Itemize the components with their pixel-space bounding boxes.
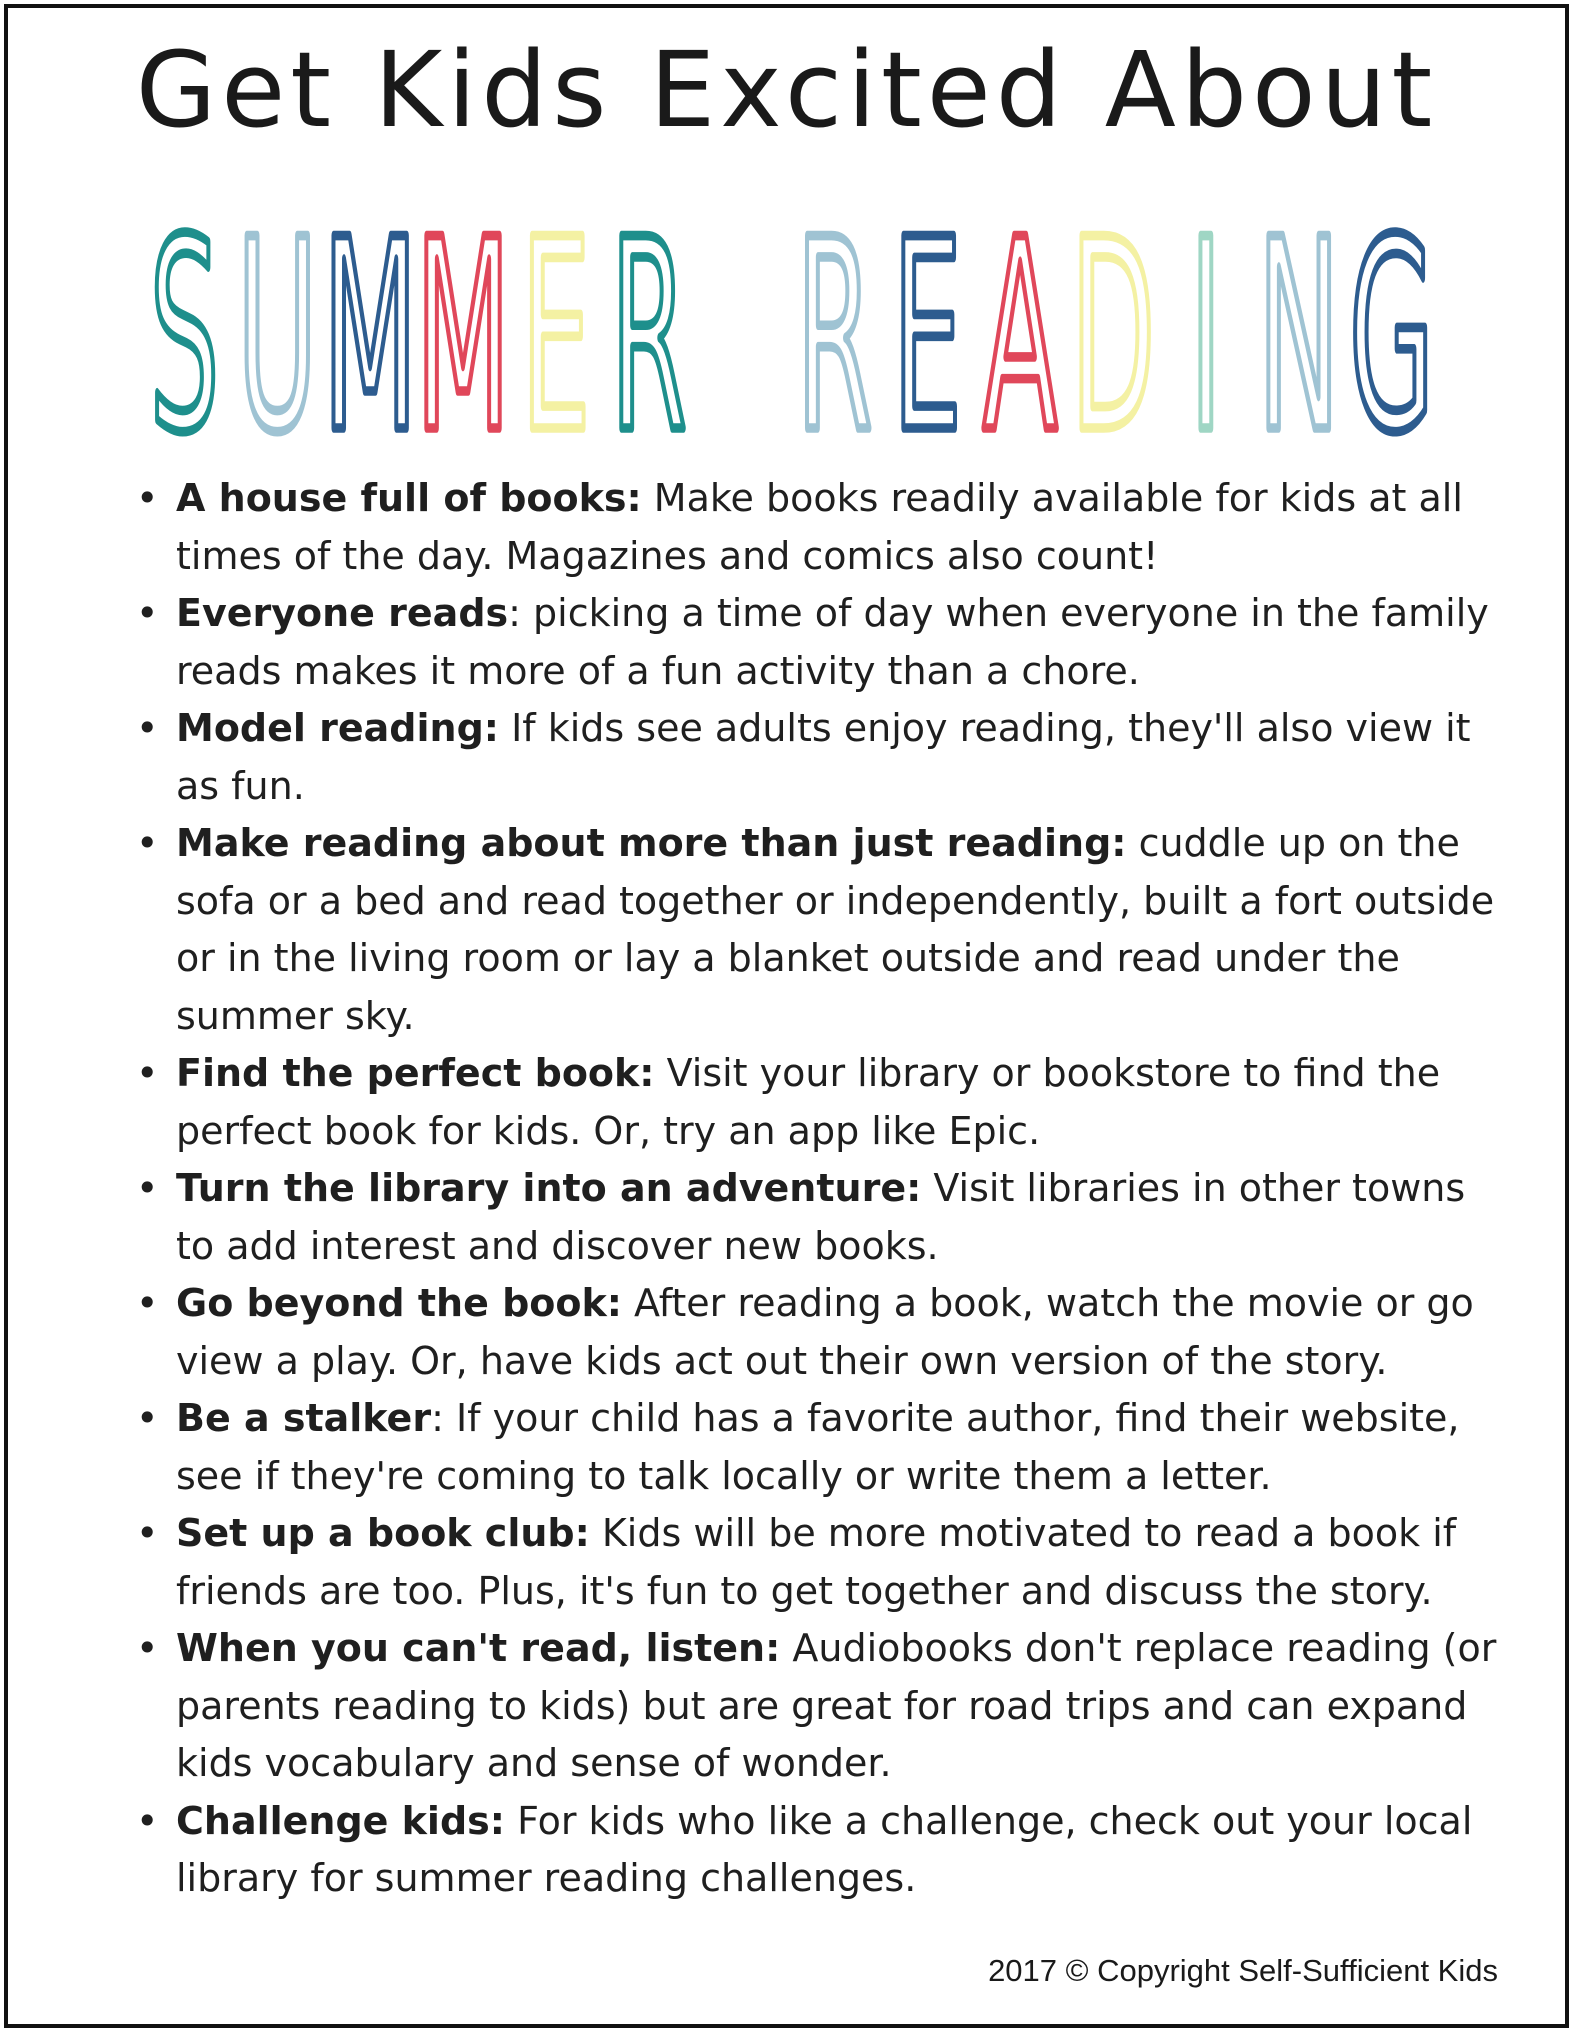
bullet-icon: •	[136, 1051, 159, 1095]
copyright-footer: 2017 © Copyright Self-Sufficient Kids	[988, 1953, 1498, 1988]
tip-text: Visit your library or bookstore to find the perfect book for kids. Or, try an app like Epic.	[176, 1051, 1441, 1153]
tip-item	[130, 1620, 1500, 1793]
bullet-icon: •	[136, 706, 159, 750]
tip-item	[130, 1275, 1500, 1390]
tip-text: After reading a book, watch the movie or go view a play. Or, have kids act out their own version of the story.	[176, 1281, 1474, 1383]
tip-text: : If your child has a favorite author, find their website, see if they're coming to talk locally or write them a letter.	[176, 1396, 1460, 1498]
tip-text: Make books readily available for kids at all times of the day. Magazines and comics also count!	[176, 476, 1463, 578]
tip-item	[130, 1160, 1500, 1275]
title-letter: U	[237, 182, 318, 440]
bullet-icon: •	[136, 1166, 159, 1210]
bullet-icon: •	[136, 476, 159, 520]
tip-lead: A house full of books:	[176, 476, 642, 520]
title-letter: A	[982, 182, 1058, 440]
tip-lead: Find the perfect book:	[176, 1051, 655, 1095]
bullet-icon: •	[136, 1511, 159, 1555]
tip-text: If kids see adults enjoy reading, they'll also view it as fun.	[176, 706, 1471, 808]
bullet-icon: •	[136, 591, 159, 635]
tip-lead: When you can't read, listen:	[176, 1626, 781, 1670]
bullet-icon: •	[136, 821, 159, 865]
tip-item	[130, 1045, 1500, 1160]
tip-item	[130, 585, 1500, 700]
tips-list	[130, 470, 1500, 1908]
title-letter: E	[521, 182, 591, 440]
summer-reading-letters	[138, 180, 1438, 440]
tip-item	[130, 1390, 1500, 1505]
bullet-icon: •	[136, 1626, 159, 1670]
bullet-icon: •	[136, 1396, 159, 1440]
title-letter: R	[610, 182, 687, 440]
title-heading: Get Kids Excited About	[135, 29, 1438, 151]
tip-text: cuddle up on the sofa or a bed and read together or independently, built a fort outside or in the living room or lay a blanket outside and read under the summer sky.	[176, 821, 1495, 1038]
tip-text: : picking a time of day when everyone in the family reads makes it more of a fun activity than a chore.	[176, 591, 1489, 693]
tip-lead: Go beyond the book:	[176, 1281, 622, 1325]
title-letter: M	[415, 182, 511, 440]
tip-lead: Be a stalker	[176, 1396, 432, 1440]
tip-lead: Set up a book club:	[176, 1511, 590, 1555]
tip-item	[130, 470, 1500, 585]
tip-item	[130, 1793, 1500, 1908]
tip-item	[130, 700, 1500, 815]
tip-item	[130, 1505, 1500, 1620]
title-letter: I	[1189, 182, 1223, 440]
tip-item	[130, 815, 1500, 1045]
title-summer-reading	[138, 180, 1438, 440]
tip-text: Visit libraries in other towns to add interest and discover new books.	[176, 1166, 1466, 1268]
bullet-icon: •	[136, 1798, 159, 1843]
tip-lead: Turn the library into an adventure:	[176, 1166, 922, 1210]
title-letter: E	[892, 182, 963, 440]
title-letter: D	[1070, 182, 1156, 440]
title-letter: R	[796, 182, 873, 440]
tip-lead: Model reading:	[176, 706, 499, 750]
tip-lead: Make reading about more than just reading:	[176, 821, 1127, 865]
title-letter: M	[322, 182, 418, 440]
title-letter: N	[1257, 182, 1340, 440]
title-letter: G	[1348, 182, 1435, 440]
tip-text: Kids will be more motivated to read a book if friends are too. Plus, it's fun to get together and discuss the story.	[176, 1511, 1457, 1613]
bullet-icon: •	[136, 1281, 159, 1325]
title-letter: S	[149, 182, 220, 440]
tip-text: Audiobooks don't replace reading (or parents reading to kids) but are great for road trips and can expand kids vocabulary and sense of wonder.	[176, 1626, 1497, 1785]
tip-lead: Challenge kids:	[176, 1798, 505, 1843]
tip-text: For kids who like a challenge, check out your local library for summer reading challenges.	[176, 1798, 1473, 1900]
tip-lead: Everyone reads	[176, 591, 509, 635]
